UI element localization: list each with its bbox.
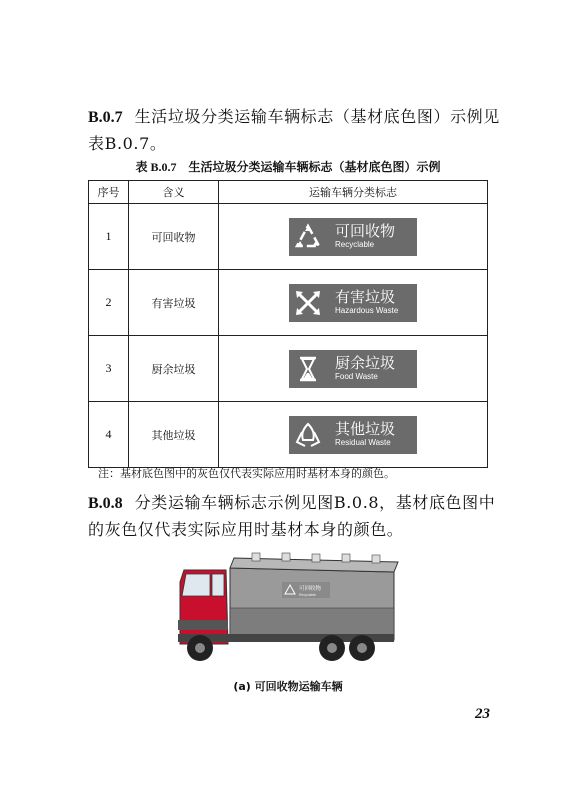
section-number: B.0.8: [88, 495, 123, 512]
hazardous-sign: [289, 284, 417, 322]
sign-table: [88, 180, 488, 468]
figure-caption: (a) 可回收物运输车辆: [233, 680, 343, 693]
sign-zh-label: 有害垃圾: [335, 288, 396, 306]
truck-sign-en: Recyclable: [299, 593, 317, 597]
residual-waste-sign: [289, 416, 417, 454]
truck-sign-zh: 可回收物: [299, 586, 322, 592]
food-waste-icon: [289, 350, 327, 388]
page-number: 23: [475, 706, 490, 722]
sign-en-label: Food Waste: [335, 372, 378, 381]
food-waste-sign: [289, 350, 417, 388]
row-seq: 4: [89, 402, 129, 468]
hazardous-icon: [289, 284, 327, 322]
table-caption-number: 表 B.0.7: [135, 160, 177, 174]
header-sign: 运输车辆分类标志: [219, 181, 488, 204]
row-meaning: 其他垃圾: [129, 402, 219, 468]
header-meaning: 含义: [129, 181, 219, 204]
table-caption-title: 生活垃圾分类运输车辆标志（基材底色图）示例: [188, 160, 441, 174]
recyclable-sign: [289, 218, 417, 256]
row-seq: 3: [89, 336, 129, 402]
sign-en-label: Residual Waste: [335, 438, 391, 447]
sign-zh-label: 其他垃圾: [335, 420, 396, 438]
section-number: B.0.7: [88, 109, 123, 126]
table-row: [89, 336, 488, 402]
header-seq: 序号: [89, 181, 129, 204]
table-note: 注：基材底色图中的灰色仅代表实际应用时基材本身的颜色。: [98, 467, 395, 480]
table-caption: [88, 158, 488, 175]
row-seq: 1: [89, 204, 129, 270]
row-sign-cell: [219, 402, 488, 468]
section-text: 分类运输车辆标志示例见图B.0.8，基材底色图中的灰色仅代表实际应用时基材本身的颜色。: [88, 493, 496, 539]
row-meaning: 可回收物: [129, 204, 219, 270]
section-b08-paragraph: [88, 490, 500, 543]
table-row: [89, 402, 488, 468]
row-meaning: 厨余垃圾: [129, 336, 219, 402]
table-row: [89, 270, 488, 336]
section-b07-paragraph: [88, 104, 500, 157]
table-header-row: [89, 181, 488, 204]
row-meaning: 有害垃圾: [129, 270, 219, 336]
row-sign-cell: [219, 336, 488, 402]
sign-zh-label: 可回收物: [335, 222, 396, 240]
recycle-icon: [289, 218, 327, 256]
row-sign-cell: [219, 270, 488, 336]
residual-waste-icon: [289, 416, 327, 454]
row-seq: 2: [89, 270, 129, 336]
sign-en-label: Recyclable: [335, 240, 375, 249]
table-row: [89, 204, 488, 270]
sign-zh-label: 厨余垃圾: [335, 354, 396, 372]
sign-en-label: Hazardous Waste: [335, 306, 399, 315]
truck-illustration: [172, 548, 402, 670]
section-text: 生活垃圾分类运输车辆标志（基材底色图）示例见表B.0.7。: [88, 107, 500, 153]
row-sign-cell: [219, 204, 488, 270]
